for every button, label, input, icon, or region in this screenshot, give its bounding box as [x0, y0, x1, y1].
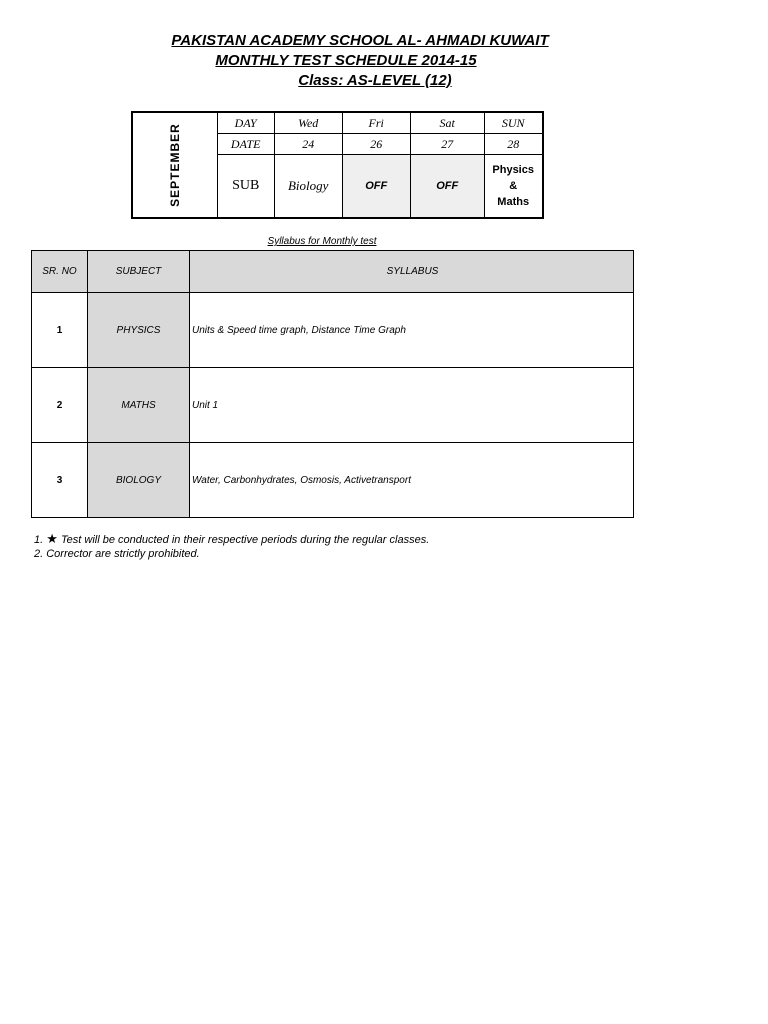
notes	[34, 532, 429, 561]
row-subject: MATHS	[88, 368, 190, 443]
day-fri: Fri	[342, 112, 410, 134]
subject-sun-line: Physics	[492, 164, 534, 176]
note-2: 2. Corrector are strictly prohibited.	[34, 548, 200, 560]
row-sr: 3	[32, 443, 88, 518]
day-sat: Sat	[410, 112, 484, 134]
school-name: PAKISTAN ACADEMY SCHOOL AL- AHMADI KUWAIT	[171, 32, 549, 49]
syllabus-table	[31, 250, 634, 518]
syllabus-header-row	[32, 251, 634, 293]
month-label: SEPTEMBER	[167, 122, 182, 207]
date-sat: 27	[410, 134, 484, 155]
table-row	[32, 368, 634, 443]
subject-wed: Biology	[274, 155, 342, 219]
subject-sat: OFF	[410, 155, 484, 219]
syllabus-caption: Syllabus for Monthly test	[267, 236, 377, 247]
row-syllabus: Units & Speed time graph, Distance Time Graph	[190, 293, 634, 368]
note-1	[34, 532, 429, 547]
subject-sun-line: Maths	[497, 196, 530, 208]
row-sr: 1	[32, 293, 88, 368]
day-label: DAY	[217, 112, 274, 134]
schedule-title: MONTHLY TEST SCHEDULE 2014-15	[215, 52, 477, 69]
month-cell	[132, 112, 217, 218]
date-wed: 24	[274, 134, 342, 155]
subject-sun	[484, 155, 543, 219]
row-syllabus: Unit 1	[190, 368, 634, 443]
row-sr: 2	[32, 368, 88, 443]
table-row	[32, 443, 634, 518]
date-label: DATE	[217, 134, 274, 155]
date-fri: 26	[342, 134, 410, 155]
class-title: Class: AS-LEVEL (12)	[298, 72, 452, 89]
row-subject: BIOLOGY	[88, 443, 190, 518]
day-wed: Wed	[274, 112, 342, 134]
note-1-text: Test will be conducted in their respective periods during the regular classes.	[60, 534, 430, 546]
row-syllabus: Water, Carbonhydrates, Osmosis, Activetransport	[190, 443, 634, 518]
header-sr-no: SR. NO	[32, 251, 88, 293]
sub-label: SUB	[217, 155, 274, 219]
note-1-number: 1.	[34, 534, 44, 546]
subject-fri: OFF	[342, 155, 410, 219]
subject-sun-line: &	[509, 180, 518, 192]
date-sun: 28	[484, 134, 543, 155]
header-syllabus: SYLLABUS	[190, 251, 634, 293]
day-sun: SUN	[484, 112, 543, 134]
header-subject: SUBJECT	[88, 251, 190, 293]
row-subject: PHYSICS	[88, 293, 190, 368]
table-row	[32, 293, 634, 368]
test-schedule-table	[131, 111, 544, 219]
star-icon: ★	[46, 531, 58, 546]
